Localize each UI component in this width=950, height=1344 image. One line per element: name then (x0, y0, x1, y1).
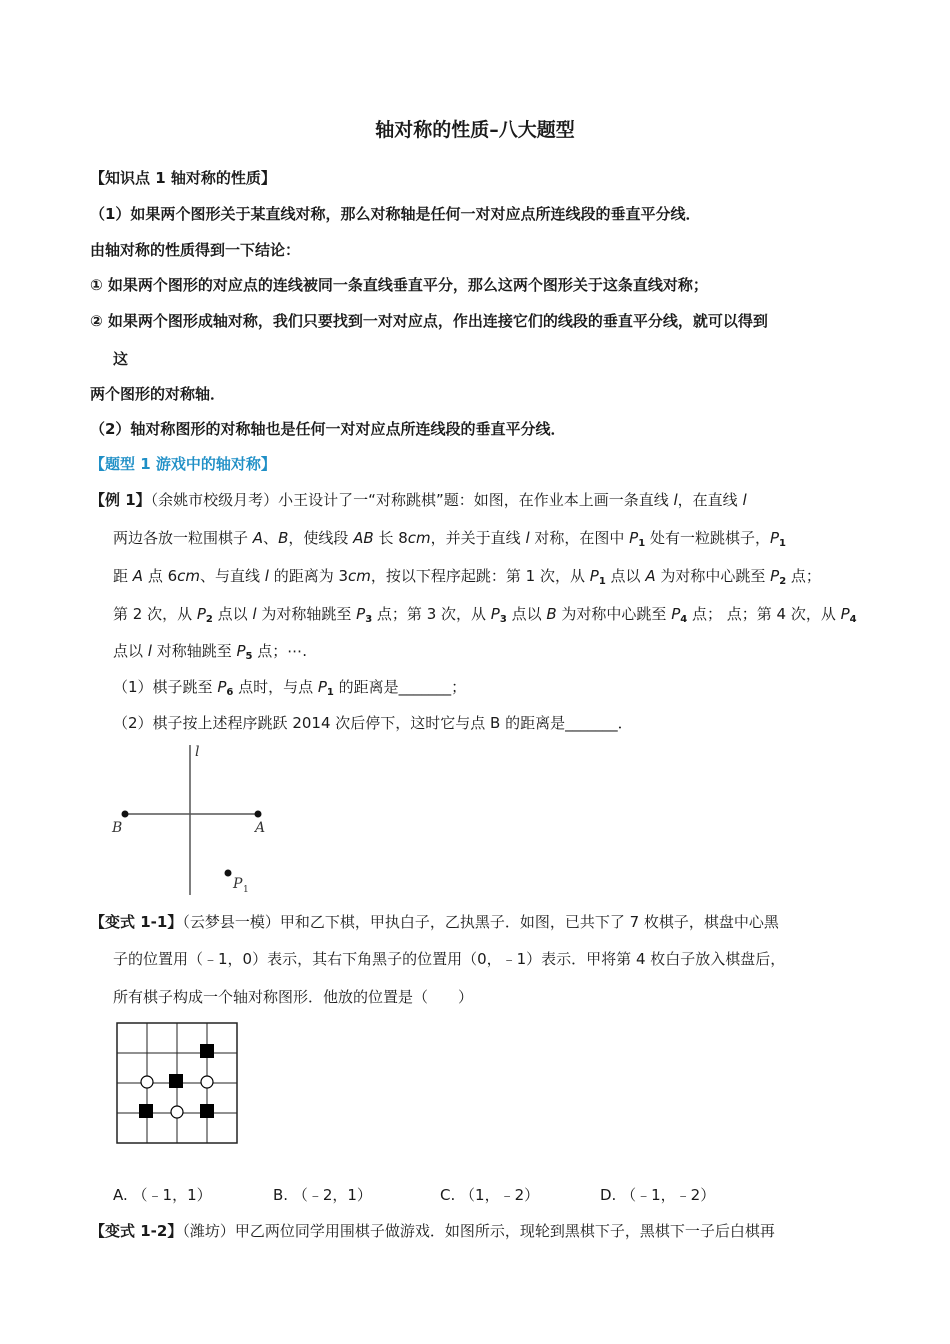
text: 对称，在图中 (529, 529, 630, 547)
text: 点以 (605, 567, 646, 585)
option-a[interactable] (113, 1185, 212, 1205)
subscript: 4 (849, 614, 857, 625)
unit-cm: cm (177, 567, 200, 585)
option-value: （﹣2，1） (292, 1186, 372, 1204)
option-key: B. (273, 1186, 289, 1204)
subscript: 1 (779, 538, 786, 549)
text: 、 (263, 529, 279, 547)
var-P: P (317, 678, 327, 696)
example1-line3 (113, 566, 821, 592)
var-P: P (770, 567, 780, 585)
example1-line2 (113, 528, 786, 554)
black-stone (139, 1104, 153, 1118)
text: 第 2 次，从 (113, 605, 197, 623)
text: 的距离为 3 (268, 567, 349, 585)
unit-cm: cm (407, 529, 431, 547)
option-c[interactable] (440, 1185, 539, 1205)
knowledge-p1: （1）如果两个图形关于某直线对称，那么对称轴是任何一对对应点所连线段的垂直平分线． (90, 205, 701, 223)
var-l: l (673, 491, 678, 509)
subscript: 3 (499, 614, 507, 625)
text: （1）棋子跳至 (113, 678, 218, 696)
text: ，按以下程序起跳：第 1 次，从 (370, 567, 590, 585)
text: 为对称轴跳至 (256, 605, 357, 623)
var-P: P (490, 605, 500, 623)
white-stone (201, 1076, 213, 1088)
unit-cm: cm (348, 567, 371, 585)
var-P: P (236, 642, 246, 660)
variant1-1-line1 (90, 912, 779, 932)
knowledge-p2: 由轴对称的性质得到一下结论： (90, 241, 301, 259)
text: 点； (786, 567, 821, 585)
example1-line5 (113, 641, 307, 667)
text: 距 (113, 567, 133, 585)
knowledge-p4b: 这 (113, 350, 129, 368)
label-p: P (233, 876, 243, 892)
page-title: 轴对称的性质–八大题型 (375, 119, 575, 141)
text: 点； (687, 605, 722, 623)
option-key: C. (440, 1186, 456, 1204)
var-A: A (645, 567, 656, 585)
point-b (122, 811, 129, 818)
var-P: P (769, 529, 779, 547)
text: 、与直线 (200, 567, 265, 585)
variant1-1-tag: 【变式 1-1】 (90, 913, 183, 931)
subscript: 1 (598, 576, 606, 587)
example1-question1 (113, 677, 466, 703)
variant1-1-line2: 子的位置用（﹣1，0）表示，其右下角黑子的位置用（0，﹣1）表示．甲将第 4 枚白子放入棋盘后， (113, 950, 786, 968)
var-l: l (252, 605, 257, 623)
text: 为对称中心跳至 (655, 567, 771, 585)
var-A: A (252, 529, 264, 547)
var-A: A (132, 567, 144, 585)
knowledge-heading: 【知识点 1 轴对称的性质】 (90, 169, 276, 187)
point-a (255, 811, 262, 818)
var-l: l (147, 642, 152, 660)
var-P: P (671, 605, 681, 623)
text: 处有一粒跳棋子， (645, 529, 770, 547)
text: 点；⋯. (252, 642, 308, 660)
text: ，使线段 (288, 529, 354, 547)
text: 两边各放一粒围棋子 (113, 529, 253, 547)
example1-line4 (113, 604, 857, 630)
var-l: l (525, 529, 530, 547)
text: 点以 (212, 605, 253, 623)
knowledge-p3: ① 如果两个图形的对应点的连线被同一条直线垂直平分，那么这两个图形关于这条直线对称； (90, 276, 708, 294)
var-B: B (278, 529, 289, 547)
var-P: P (589, 567, 599, 585)
text: 点；第 4 次，从 (721, 605, 841, 623)
variant1-2-tag: 【变式 1-2】 (90, 1222, 183, 1240)
option-value: （﹣1，1） (132, 1186, 212, 1204)
figure-go-board (116, 1022, 240, 1146)
black-stone (169, 1074, 183, 1088)
subscript: 4 (680, 614, 688, 625)
example1-tag: 【例 1】 (90, 491, 151, 509)
white-stone (171, 1106, 183, 1118)
text: 对称轴跳至 (151, 642, 237, 660)
example1-question2: （2）棋子按上述程序跳跃 2014 次后停下，这时它与点 B 的距离是_______． (113, 714, 633, 732)
variant1-1-line3: 所有棋子构成一个轴对称图形．他放的位置是（ ） (113, 988, 474, 1006)
example1-line1 (90, 490, 747, 510)
knowledge-p4a: ② 如果两个图形成轴对称，我们只要找到一对对应点，作出连接它们的线段的垂直平分线，就可以得到 (90, 312, 768, 330)
text: （余姚市校级月考）小王设计了一“对称跳棋”题：如图，在作业本上画一条直线 (150, 491, 674, 509)
type1-heading: 【题型 1 游戏中的轴对称】 (90, 455, 276, 473)
var-P: P (840, 605, 850, 623)
point-p1 (225, 870, 232, 877)
subscript: 5 (245, 651, 253, 662)
option-b[interactable] (273, 1185, 372, 1205)
knowledge-p5: 两个图形的对称轴． (90, 385, 226, 403)
var-B: B (546, 605, 557, 623)
text: 为对称中心跳至 (556, 605, 672, 623)
text: 点以 (113, 642, 148, 660)
variant1-2-line1 (90, 1221, 775, 1241)
var-P: P (196, 605, 206, 623)
var-l: l (264, 567, 269, 585)
black-stone (200, 1104, 214, 1118)
var-P: P (217, 678, 227, 696)
option-value: （1，﹣2） (460, 1186, 540, 1204)
text: ，并关于直线 (430, 529, 526, 547)
text: （潍坊）甲乙两位同学用围棋子做游戏．如图所示，现轮到黑棋下子，黑棋下一子后白棋再 (182, 1222, 775, 1240)
text: 点；第 3 次，从 (372, 605, 491, 623)
text: 长 8 (373, 529, 408, 547)
subscript: 2 (779, 576, 787, 587)
label-a: A (255, 820, 266, 836)
subscript: 1 (326, 687, 334, 698)
white-stone (141, 1076, 153, 1088)
label-p-sub: 1 (243, 885, 249, 895)
label-b: B (112, 820, 123, 836)
subscript: 1 (638, 538, 646, 549)
option-key: D. (600, 1186, 617, 1204)
text: 的距离是_______； (333, 678, 467, 696)
text: 点以 (506, 605, 547, 623)
knowledge-p6: （2）轴对称图形的对称轴也是任何一对对应点所连线段的垂直平分线． (90, 420, 566, 438)
var-l: l (742, 491, 747, 509)
black-stone (200, 1044, 214, 1058)
var-AB: AB (353, 529, 374, 547)
text: 点 6 (143, 567, 178, 585)
text: 点时，与点 (233, 678, 318, 696)
subscript: 6 (226, 687, 234, 698)
var-P: P (629, 529, 639, 547)
option-d[interactable] (600, 1185, 715, 1205)
label-l: l (195, 744, 200, 760)
text: （云梦县一模）甲和乙下棋，甲执白子，乙执黑子．如图，已共下了 7 枚棋子，棋盘中心黑 (182, 913, 779, 931)
subscript: 3 (365, 614, 373, 625)
text: ，在直线 (677, 491, 743, 509)
var-P: P (356, 605, 366, 623)
subscript: 2 (205, 614, 213, 625)
option-value: （﹣1，﹣2） (621, 1186, 716, 1204)
option-key: A. (113, 1186, 128, 1204)
figure-symmetry-axis (108, 740, 288, 900)
